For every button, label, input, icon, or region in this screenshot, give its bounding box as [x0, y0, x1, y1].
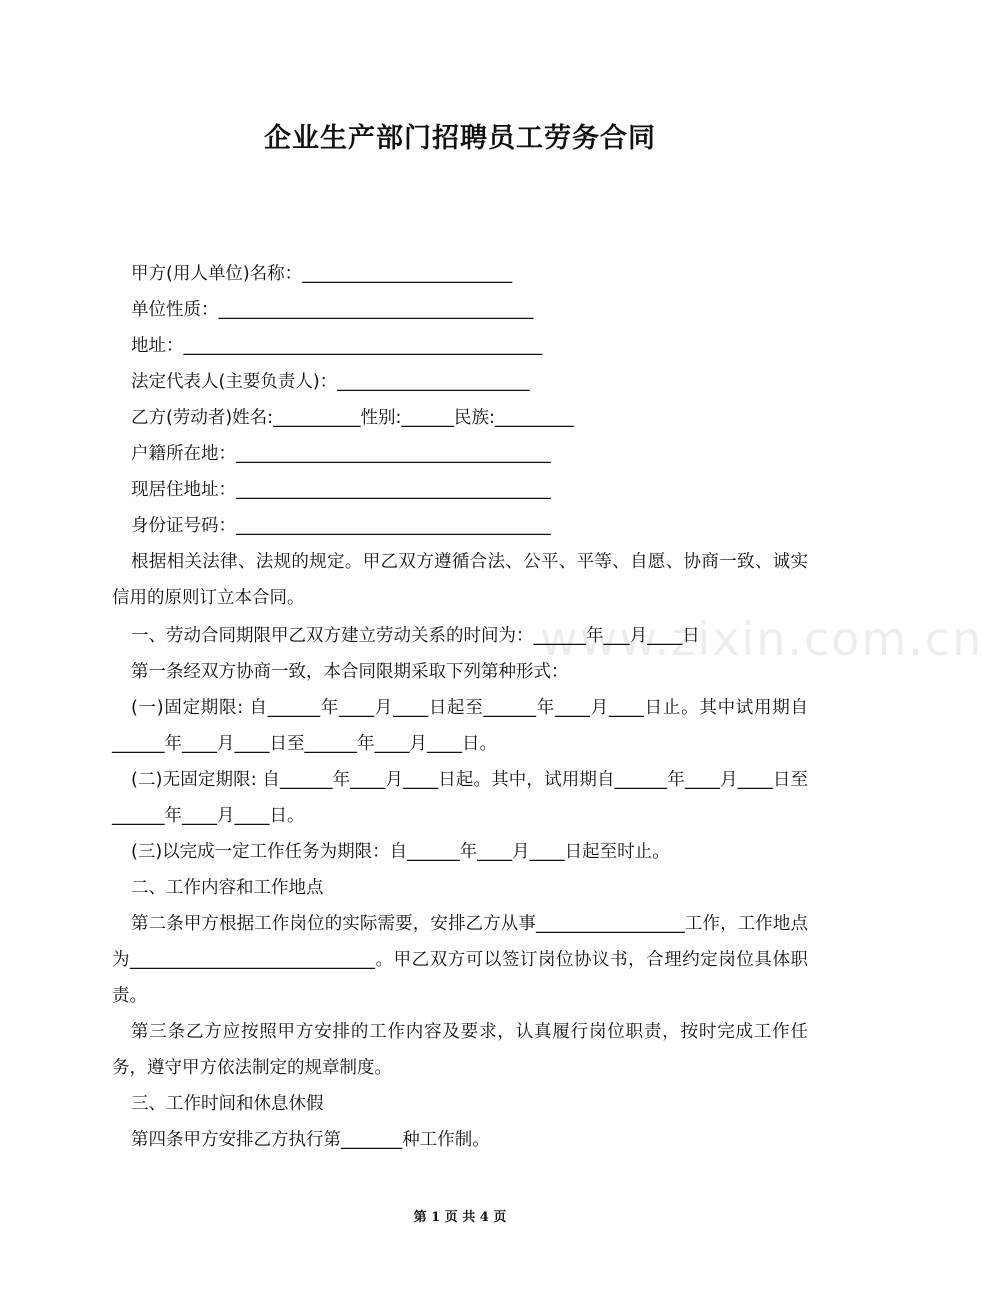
article-1: 第一条经双方协商一致，本合同限期采取下列第种形式：: [131, 662, 569, 682]
party-a-name-field: 甲方(用人单位)名称：________________________: [131, 264, 513, 284]
party-b-info-field: 乙方(劳动者)姓名:__________性别:______民族:_________: [131, 408, 574, 428]
watermark: www.zixin.com.cn: [540, 612, 983, 666]
task-term-clause: (三)以完成一定工作任务为期限：自______年____月____日起至时止。: [131, 842, 670, 862]
household-registration-field: 户籍所在地：____________________________________: [131, 444, 551, 464]
section-2-heading: 二、工作内容和工作地点: [131, 878, 324, 898]
page-footer: 第 1 页 共 4 页: [413, 1210, 507, 1225]
address-field: 地址：_________________________________________: [131, 336, 543, 356]
fixed-term-clause: (一)固定期限: 自______年____月____日起至______年____月____日止。其中试用期自______年____月____日至______年____月____日。: [112, 698, 808, 754]
section-1-heading: 一、劳动合同期限甲乙双方建立劳动关系的时间为：______年___月____日: [131, 626, 700, 646]
document-title: 企业生产部门招聘员工劳务合同: [264, 123, 656, 154]
id-number-field: 身份证号码：____________________________________: [131, 516, 551, 536]
article-2: 第二条甲方根据工作岗位的实际需要，安排乙方从事_________________工作，工作地点为____________________________。甲乙双方可以签订岗位协议书，合理约定岗位具体职责。: [112, 914, 808, 1006]
article-3: 第三条乙方应按照甲方安排的工作内容及要求，认真履行岗位职责，按时完成工作任务，遵守甲方依法制定的规章制度。: [112, 1022, 808, 1078]
preamble-paragraph: 根据相关法律、法规的规定。甲乙双方遵循合法、公平、平等、自愿、协商一致、诚实信用的原则订立本合同。: [112, 552, 808, 608]
legal-representative-field: 法定代表人(主要负责人)：______________________: [131, 372, 530, 392]
unit-nature-field: 单位性质：____________________________________: [131, 300, 534, 320]
section-3-heading: 三、工作时间和休息休假: [131, 1094, 324, 1114]
article-4: 第四条甲方安排乙方执行第_______种工作制。: [131, 1130, 490, 1150]
open-term-clause: (二)无固定期限: 自______年____月____日起。其中，试用期自______年____月____日至______年____月____日。: [112, 770, 808, 826]
residence-address-field: 现居住地址：____________________________________: [131, 480, 551, 500]
